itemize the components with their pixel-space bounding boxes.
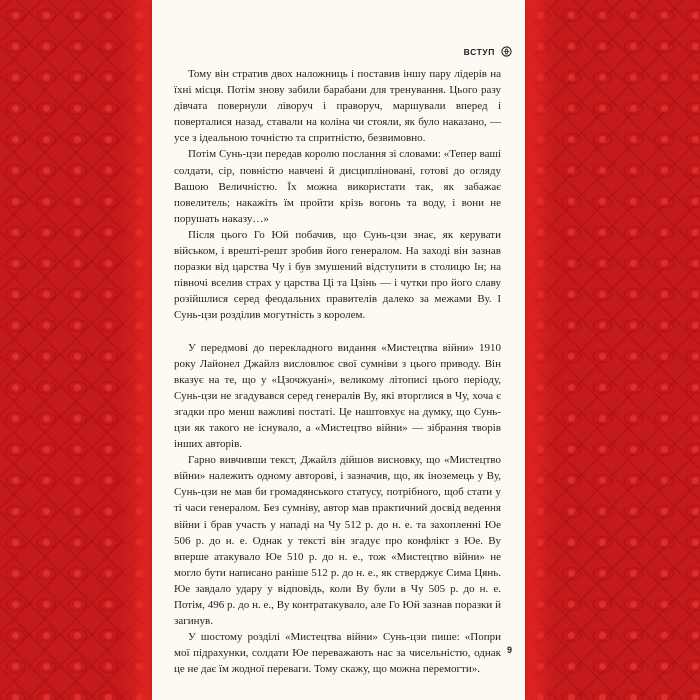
- paragraph: Після цього Го Юй побачив, що Сунь-цзи знає, як керувати військом, і врешті-решт зробив його генералом. На заході він зазнав поразки від царства Чу і був змушений відступити в столицю Ін; на півночі вселив страх у царства Ці та Цзінь — і чутки про його славу розійшлися серед феодальних правителів далеко за межами Ву. І Сунь-цзи розділив могутність з королем.: [174, 228, 501, 322]
- decorative-pattern-left: [0, 0, 152, 700]
- book-page: [152, 0, 525, 700]
- paragraph: Тому він стратив двох наложниць і поставив іншу пару лідерів на їхні місця. Потім знову забили барабани для тренування. Цього разу дівчата повернули ліворуч і праворуч, маршували вперед і поверталися назад, ставали на коліна чи стояли, як було наказано, — усе з ідеальною точністю та спритністю, безвимовно.: [174, 68, 501, 145]
- paragraph: Потім Сунь-цзи передав королю послання зі словами: «Тепер ваші солдати, сір, повністю навчені й дисципліновані, готові до огляду Вашою Величністю. Їх можна використати так, як забажає повелитель; накажіть їм пройти крізь вогонь та воду, і вони не порушать наказу…»: [174, 148, 501, 225]
- ornament-icon: [501, 46, 512, 57]
- body-text: [174, 66, 501, 677]
- decorative-pattern-right: [525, 0, 700, 700]
- section-title: ВСТУП: [463, 46, 495, 57]
- paragraph: У передмові до перекладного видання «Мистецтва війни» 1910 року Лайонел Джайлз висловлює свої сумніви з цього приводу. Він вказує на те, що у «Цзочжуані», великому літописі цього періоду, Сунь-цзи не згадувався серед генералів Ву, які вторглися в Чу, хоча є згадки про менш важливі постаті. Це наштовхує на думку, що Сунь-цзи як такого не існувало, а «Мистецтво війни» — зібрання творів інших авторів.: [174, 341, 501, 451]
- paragraph: Гарно вивчивши текст, Джайлз дійшов висновку, що «Мистецтво війни» належить одному авторові, і зазначив, що, як іноземець у Ву, Сунь-цзи не мав би громадянського статусу, потрібного, щоб стати у ті часи генералом. Без сумніву, автор мав практичний досвід ведення війни і брав участь у нападі на Чу 512 р. до н. е. та захопленні Юе 506 р. до н. е. Однак у тексті він згадує про конфлікт з Юе. Ву вперше атакувало Юе 510 р. до н. е., тож «Мистецтво війни» не могло бути написано раніше 512 р. до н. е., як стверджує Сима Цянь. Юе завдало удару у відповідь, коли Ву були в Чу 505 р. до н. е. Потім, 496 р. до н. е., Ву контратакувало, але Го Юй зазнав поразки й загинув.: [174, 454, 501, 628]
- page-number: 9: [506, 645, 512, 655]
- paragraph: У шостому розділі «Мистецтва війни» Сунь-цзи пише: «Попри мої підрахунки, солдати Юе переважають нас за чисельністю, однак це не дає їм жодної переваги. Тому скажу, що можна перемогти».: [174, 631, 501, 676]
- running-header: [464, 46, 512, 57]
